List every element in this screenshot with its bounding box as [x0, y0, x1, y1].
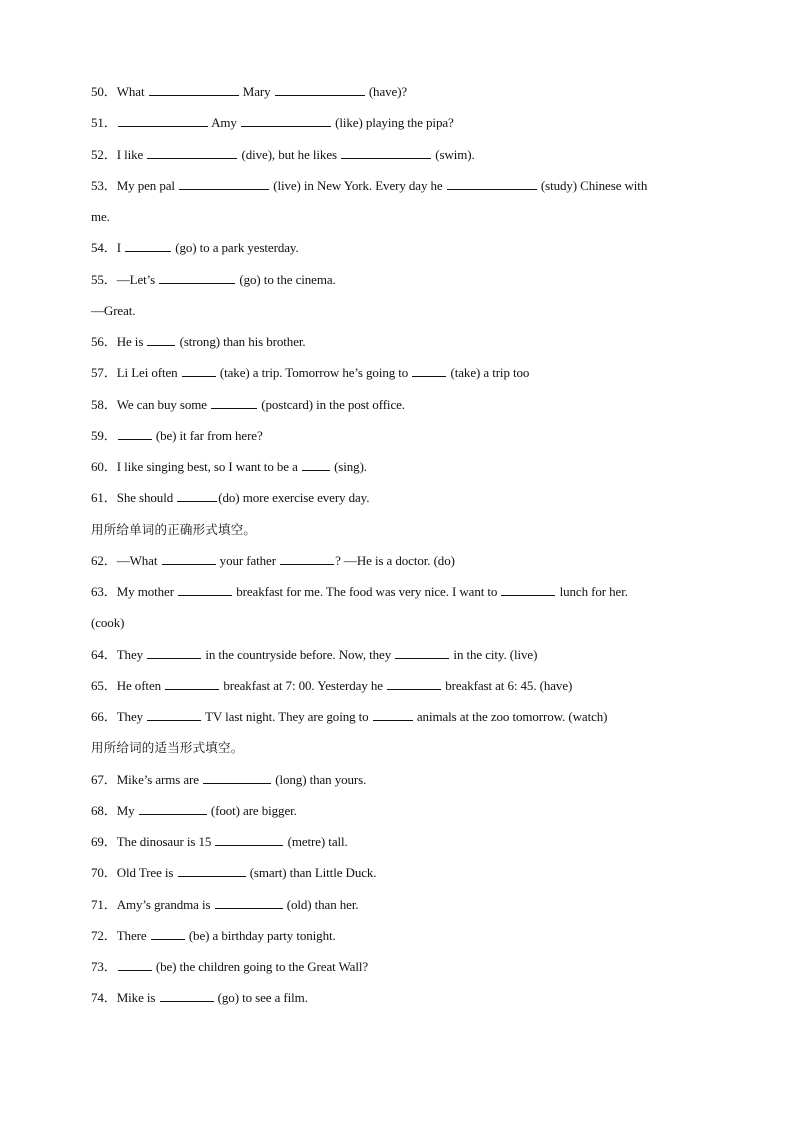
question-line: [91, 397, 405, 413]
line-text: 64．They: [91, 646, 147, 662]
line-text: (old) than her.: [283, 896, 359, 912]
question-line: [91, 428, 263, 444]
answer-blank[interactable]: [118, 959, 152, 971]
answer-blank[interactable]: [341, 147, 431, 159]
question-line: [91, 990, 308, 1006]
answer-blank[interactable]: [179, 178, 269, 190]
line-text: animals at the zoo tomorrow. (watch): [413, 709, 608, 724]
answer-blank[interactable]: [159, 272, 235, 284]
line-text: 68．My: [91, 802, 138, 818]
answer-blank[interactable]: [373, 709, 413, 721]
answer-blank[interactable]: [302, 459, 330, 471]
line-text: 61．She should: [91, 490, 177, 506]
line-text: (go) to the cinema.: [236, 271, 336, 287]
line-text: (swim).: [432, 146, 475, 162]
line-text: 74．Mike is: [91, 990, 159, 1006]
line-text: 51．: [91, 115, 117, 131]
line-text: breakfast for me. The food was very nice. I want to: [233, 584, 501, 599]
answer-blank[interactable]: [215, 834, 283, 846]
line-text: lunch for her.: [556, 584, 628, 599]
answer-blank[interactable]: [139, 803, 207, 815]
question-line: [91, 209, 110, 225]
line-text: 54．I: [91, 240, 125, 256]
line-text: 57．Li Lei often: [91, 365, 181, 381]
section-instruction: [91, 522, 256, 538]
question-line: [91, 897, 359, 913]
question-line: [91, 272, 336, 288]
answer-blank[interactable]: [147, 709, 201, 721]
answer-blank[interactable]: [118, 115, 208, 127]
line-text: (be) the children going to the Great Wall?: [152, 959, 369, 974]
answer-blank[interactable]: [215, 897, 283, 909]
answer-blank[interactable]: [125, 240, 171, 252]
question-line: [91, 647, 537, 663]
answer-blank[interactable]: [149, 84, 239, 96]
question-line: [91, 865, 376, 881]
line-text: (do) more exercise every day.: [218, 490, 370, 506]
line-text: —Great.: [91, 302, 136, 318]
answer-blank[interactable]: [275, 84, 365, 96]
line-text: Mary: [239, 84, 274, 99]
line-text: 55．—Let’s: [91, 271, 159, 287]
line-text: 72．There: [91, 927, 150, 943]
line-text: (foot) are bigger.: [207, 802, 297, 818]
line-text: ? —He is a doctor. (do): [335, 552, 455, 568]
line-text: (go) to a park yesterday.: [172, 240, 299, 256]
question-line: [91, 334, 306, 350]
question-line: [91, 147, 475, 163]
line-text: 66．They: [91, 709, 147, 724]
question-line: [91, 772, 366, 788]
line-text: (like) playing the pipa?: [332, 115, 454, 131]
answer-blank[interactable]: [162, 553, 216, 565]
question-line: [91, 678, 572, 694]
question-line: [91, 490, 369, 506]
answer-blank[interactable]: [118, 428, 152, 440]
answer-blank[interactable]: [241, 115, 331, 127]
answer-blank[interactable]: [501, 584, 555, 596]
answer-blank[interactable]: [395, 647, 449, 659]
question-line: [91, 959, 368, 975]
answer-blank[interactable]: [178, 865, 246, 877]
question-line: [91, 709, 607, 725]
line-text: 用所给词的适当形式填空。: [91, 740, 244, 756]
answer-blank[interactable]: [211, 397, 257, 409]
answer-blank[interactable]: [165, 678, 219, 690]
answer-blank[interactable]: [447, 178, 537, 190]
line-text: (cook): [91, 615, 125, 631]
line-text: in the city. (live): [450, 646, 538, 662]
line-text: 70．Old Tree is: [91, 865, 177, 881]
answer-blank[interactable]: [177, 490, 217, 502]
question-line: [91, 178, 647, 194]
line-text: (go) to see a film.: [214, 990, 308, 1006]
line-text: me.: [91, 209, 110, 224]
line-text: (long) than yours.: [272, 771, 367, 787]
line-text: 58．We can buy some: [91, 396, 211, 412]
answer-blank[interactable]: [280, 553, 334, 565]
line-text: (strong) than his brother.: [176, 334, 306, 349]
question-line: [91, 365, 529, 381]
question-line: [91, 115, 454, 131]
line-text: (sing).: [330, 459, 367, 474]
question-line: [91, 803, 297, 819]
line-text: (have)?: [365, 84, 408, 99]
line-text: in the countryside before. Now, they: [202, 646, 395, 662]
answer-blank[interactable]: [147, 647, 201, 659]
line-text: 65．He often: [91, 677, 165, 693]
line-text: 53．My pen pal: [91, 177, 179, 193]
line-text: (study) Chinese with: [537, 177, 648, 193]
answer-blank[interactable]: [147, 147, 237, 159]
question-line: [91, 834, 348, 850]
question-line: [91, 928, 336, 944]
line-text: 73．: [91, 959, 117, 974]
line-text: 69．The dinosaur is 15: [91, 834, 215, 849]
line-text: (live) in New York. Every day he: [270, 177, 446, 193]
answer-blank[interactable]: [147, 334, 175, 346]
line-text: (take) a trip too: [447, 365, 530, 381]
question-line: [91, 84, 407, 100]
answer-blank[interactable]: [387, 678, 441, 690]
answer-blank[interactable]: [178, 584, 232, 596]
line-text: breakfast at 7: 00. Yesterday he: [220, 677, 387, 693]
answer-blank[interactable]: [151, 928, 185, 940]
line-text: (metre) tall.: [284, 834, 348, 849]
line-text: 62．—What: [91, 552, 161, 568]
line-text: 63．My mother: [91, 584, 178, 599]
line-text: breakfast at 6: 45. (have): [442, 677, 573, 693]
line-text: 50．What: [91, 84, 148, 99]
line-text: Amy: [208, 115, 240, 131]
answer-blank[interactable]: [412, 365, 446, 377]
line-text: (postcard) in the post office.: [258, 396, 405, 412]
line-text: 67．Mike’s arms are: [91, 771, 203, 787]
line-text: 52．I like: [91, 146, 147, 162]
line-text: 59．: [91, 427, 117, 443]
line-text: (be) it far from here?: [152, 427, 263, 443]
question-line: [91, 584, 628, 600]
answer-blank[interactable]: [203, 772, 271, 784]
line-text: (smart) than Little Duck.: [246, 865, 377, 881]
section-instruction: [91, 740, 243, 756]
question-line: [91, 303, 135, 319]
line-text: TV last night. They are going to: [202, 709, 372, 724]
line-text: 60．I like singing best, so I want to be a: [91, 459, 301, 474]
answer-blank[interactable]: [182, 365, 216, 377]
line-text: (take) a trip. Tomorrow he’s going to: [216, 365, 412, 381]
question-line: [91, 615, 124, 631]
line-text: your father: [216, 552, 280, 568]
line-text: (dive), but he likes: [238, 146, 341, 162]
line-text: 71．Amy’s grandma is: [91, 896, 214, 912]
answer-blank[interactable]: [160, 990, 214, 1002]
question-line: [91, 459, 367, 475]
question-line: [91, 553, 455, 569]
line-text: (be) a birthday party tonight.: [185, 927, 336, 943]
question-line: [91, 240, 299, 256]
line-text: 56．He is: [91, 334, 147, 349]
line-text: 用所给单词的正确形式填空。: [91, 521, 257, 537]
